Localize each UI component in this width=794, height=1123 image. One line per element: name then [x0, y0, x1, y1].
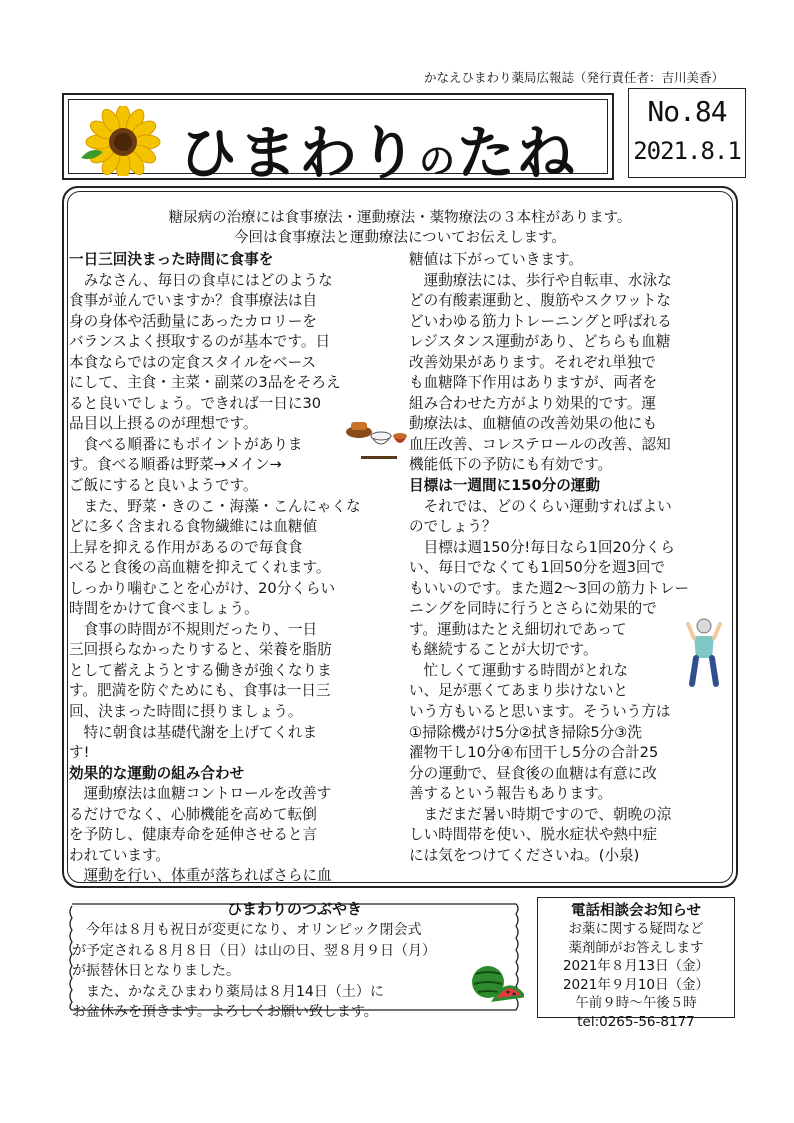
exercise-person-icon [684, 616, 724, 688]
title-part-3: たね [457, 119, 578, 187]
watermelon-icon [470, 960, 524, 1004]
article-line: ると良いでしょう。できれば一日に30 [69, 394, 322, 412]
issue-number: No.84 [647, 95, 727, 128]
article-line: 食事が並んでいますか？食事療法は自 [69, 292, 318, 310]
section-heading: 目標は一週間に150分の運動 [409, 477, 600, 495]
section-heading: 効果的な運動の組み合わせ [69, 764, 245, 782]
article-line: しい時間帯を使い、脱水症状や熱中症 [409, 826, 658, 844]
article-line: レジスタンス運動があり、どちらも血糖 [409, 333, 671, 351]
article-line: バランスよく摂取するのが基本です。日 [69, 333, 331, 351]
article-line: 改善効果があります。それぞれ単独で [409, 353, 656, 371]
tsubuyaki-line: が予定される８月８日（日）は山の日、翌８月９日（月） [72, 942, 436, 959]
consult-line: 薬剤師がお答えします [568, 939, 704, 956]
newsletter-title [179, 106, 577, 190]
tsubuyaki-body [72, 920, 436, 1023]
article-line: 運動を行い、体重が落ちればさらに血 [69, 867, 332, 885]
title-part-1: ひまわり [179, 119, 420, 187]
article-line: 身の身体や活動量にあったカロリーを [69, 312, 317, 330]
left-article-column [69, 250, 405, 887]
sunflower-icon [75, 106, 165, 176]
title-part-2: の [419, 141, 458, 182]
tsubuyaki-line: また、かなえひまわり薬局は８月14日（土）に [72, 983, 384, 1000]
publisher-line: かなえひまわり薬局広報誌（発行責任者：吉川美香） [424, 70, 725, 85]
article-line: どの有酸素運動と、腹筋やスクワットな [409, 292, 671, 310]
tsubuyaki-line: お盆休みを頂きます。よろしくお願い致します。 [72, 1004, 378, 1020]
article-line: 本食ならではの定食スタイルをベース [69, 353, 316, 371]
article-line: にして、主食・主菜・副菜の3品をそろえ [69, 374, 341, 392]
article-line: みなさん、毎日の食卓にはどのような [69, 271, 333, 289]
article-line: として蓄えようとする働きが強くなりま [69, 661, 332, 679]
article-line: どに多く含まれる食物繊維には血糖値 [69, 518, 318, 536]
article-line: 特に朝食は基礎代謝を上げてくれま [69, 723, 318, 741]
article-line: 回、決まった時間に摂りましょう。 [69, 703, 303, 721]
article-line: 濯物干し10分④布団干し5分の合計25 [409, 744, 659, 762]
tsubuyaki-line: 今年は８月も祝日が変更になり、オリンピック閉会式 [72, 922, 422, 938]
article-line: 品目以上摂るのが理想です。 [69, 415, 258, 433]
article-line: 分の運動で、昼食後の血糖は有意に改 [409, 764, 657, 782]
right-article-column [409, 250, 737, 866]
article-line: 食べる順番にもポイントがありま [69, 435, 303, 453]
article-line: 三回摂らなかったりすると、栄養を脂肪 [69, 641, 332, 659]
tsubuyaki-title: ひまわりのつぶやき [226, 900, 362, 918]
article-line: しっかり噛むことを心がけ、20分くらい [69, 579, 336, 597]
article-line: す。肥満を防ぐためにも、食事は一日三 [69, 682, 331, 700]
article-line: す! [69, 744, 90, 762]
article-line: には気をつけてくださいね。(小泉) [409, 846, 640, 864]
article-line: ①掃除機がけ5分②拭き掃除5分③洗 [409, 723, 642, 741]
consult-hours: 午前９時～午後５時 [575, 995, 697, 1011]
article-line: 糖値は下がっていきます。 [409, 251, 583, 268]
article-line: 食事の時間が不規則だったり、一日 [69, 620, 318, 638]
article-line: べると食後の高血糖を抑えてくれます。 [69, 559, 331, 577]
article-line: い、毎日でなくても1回50分を週3回で [409, 559, 666, 577]
article-line: 運動療法には、歩行や自転車、水泳な [409, 271, 672, 289]
article-line: もいいのです。また週2～3回の筋力トレー [409, 579, 690, 597]
issue-box [628, 88, 746, 178]
section-heading: 一日三回決まった時間に食事を [69, 251, 274, 268]
article-line: す。運動はたとえ細切れであって [409, 620, 627, 638]
tsubuyaki-line: が振替休日となりました。 [72, 963, 240, 979]
article-line: 目標は週150分!毎日なら1回20分くら [409, 538, 675, 556]
article-line: いう方もいると思います。そういう方は [409, 703, 671, 721]
article-line: まだまだ暑い時期ですので、朝晩の涼 [409, 805, 672, 823]
article-line: 上昇を抑える作用があるので毎食食 [69, 538, 303, 556]
article-line: われています。 [69, 846, 170, 864]
consult-date: 2021年９月10日（金） [562, 976, 710, 993]
article-line: どいわゆる筋力トレーニングと呼ばれる [409, 312, 672, 330]
issue-date: 2021.8.1 [633, 137, 741, 165]
article-line: い、足が悪くてあまり歩けないと [409, 682, 628, 700]
consult-title: 電話相談会お知らせ [570, 903, 702, 919]
article-line: 血圧改善、コレステロールの改善、認知 [409, 435, 671, 453]
tsubuyaki-box [64, 898, 525, 1020]
article-line: を予防し、健康寿命を延伸させると言 [69, 826, 318, 844]
intro-line: 糖尿病の治療には食事療法・運動療法・薬物療法の３本柱があります。 [168, 210, 632, 226]
title-banner [62, 93, 614, 187]
article-line: るだけでなく、心肺機能を高めて転倒 [69, 805, 317, 823]
article-line: ニングを同時に行うとさらに効果的で [409, 600, 657, 618]
article-line: それでは、どのくらい運動すればよい [409, 497, 672, 515]
article-line: また、野菜・きのこ・海藻・こんにゃくな [69, 497, 361, 515]
article-line: 機能低下の予防にも有効です。 [409, 456, 613, 474]
article-line: す。食べる順番は野菜→メイン→ [69, 456, 282, 474]
article-line: も血糖降下作用はありますが、両者を [409, 374, 658, 392]
meal-icon [345, 418, 407, 464]
phone-consult-box [537, 897, 735, 1030]
article-line: のでしょう？ [409, 518, 497, 536]
consult-date: 2021年８月13日（金） [562, 958, 710, 974]
consult-line: お薬に関する疑問など [568, 921, 704, 937]
article-line: 運動療法は血糖コントロールを改善す [69, 785, 332, 803]
article-line: 忙しくて運動する時間がとれな [409, 661, 628, 679]
intro-line: 今回は食事療法と運動療法についてお伝えします。 [233, 230, 567, 246]
article-line: ご飯にすると良いようです。 [69, 477, 258, 495]
consult-phone: tel:0265-56-8177 [577, 1013, 695, 1030]
article-line: も継続することが大切です。 [409, 641, 598, 659]
article-line: 動療法は、血糖値の改善効果の他にも [409, 415, 658, 433]
article-line: 時間をかけて食べましょう。 [69, 600, 259, 618]
article-line: 組み合わせた方がより効果的です。運 [409, 394, 656, 412]
article-line: 善するという報告もあります。 [409, 785, 613, 803]
